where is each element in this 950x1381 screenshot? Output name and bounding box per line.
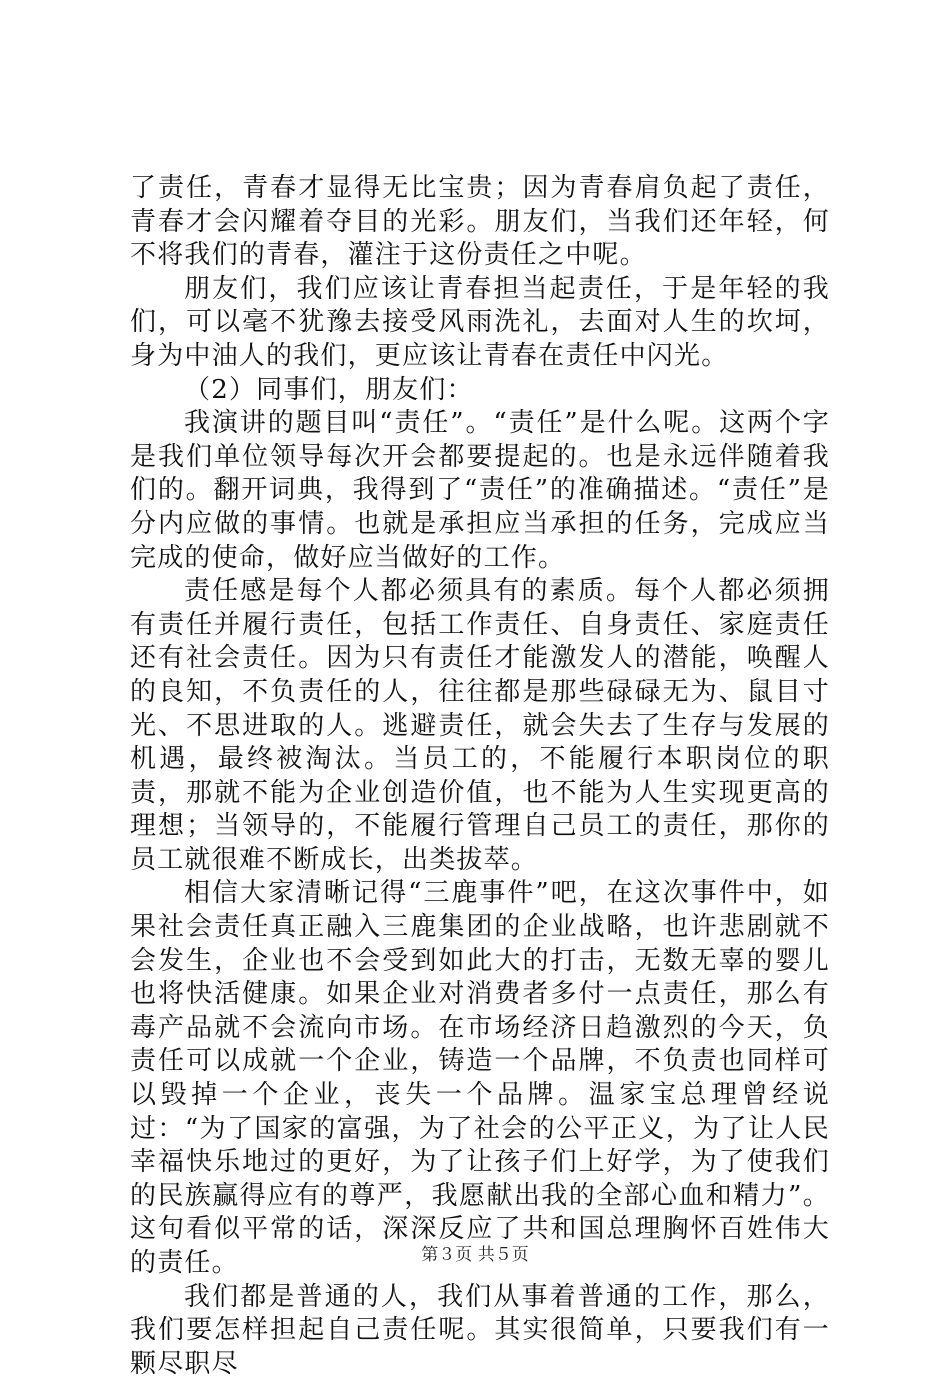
paragraph-3: （2）同事们，朋友们： <box>184 374 474 405</box>
paragraph-1: 了责任，青春才显得无比宝贵；因为青春肩负起了责任，青春才会闪耀着夺目的光彩。朋友们，当我们还年轻，何不将我们的青春，灌注于这份责任之中呢。 <box>130 173 830 271</box>
page-footer: 第３页 共５页 <box>421 1245 529 1265</box>
paragraph-5: 责任感是每个人都必须具有的素质。每个人都必须拥有责任并履行责任，包括工作责任、自身责任、家庭责任还有社会责任。因为只有责任才能激发人的潜能，唤醒人的良知，不负责任的人，往往都是那些碌碌无为、鼠目寸光、不思进取的人。逃避责任，就会失去了生存与发展的机遇，最终被淘汰。当员工的，不能履行本职岗位的职责，那就不能为企业创造价值，也不能为人生实现更高的理想；当领导的，不能履行管理自己员工的责任，那你的员工就很难不断成长，出类拔萃。 <box>130 576 830 875</box>
paragraph-2: 朋友们，我们应该让青春担当起责任，于是年轻的我们，可以毫不犹豫去接受风雨洗礼，去面对人生的坎坷，身为中油人的我们，更应该让青春在责任中闪光。 <box>130 273 830 371</box>
paragraph-4: 我演讲的题目叫“责任”。“责任”是什么呢。这两个字是我们单位领导每次开会都要提起的。也是永远伴随着我们的。翻开词典，我得到了“责任”的准确描述。“责任”是分内应做的事情。也就是承担应当承担的任务，完成应当完成的使命，做好应当做好的工作。 <box>130 408 830 573</box>
paragraph-6: 相信大家清晰记得“三鹿事件”吧，在这次事件中，如果社会责任真正融入三鹿集团的企业战略，也许悲剧就不会发生，企业也不会受到如此大的打击，无数无辜的婴儿也将快活健康。如果企业对消费者多付一点责任，那么有毒产品就不会流向市场。在市场经济日趋激烈的今天，负责任可以成就一个企业，铸造一个品牌，不负责也同样可以毁掉一个企业，丧失一个品牌。温家宝总理曾经说过：“为了国家的富强，为了社会的公平正义，为了让人民幸福快乐地过的更好，为了让孩子们上好学，为了使我们的民族赢得应有的尊严，我愿献出我的全部心血和精力”。这句看似平常的话，深深反应了共和国总理胸怀百姓伟大的责任。 <box>130 878 830 1278</box>
document-body <box>130 172 830 1381</box>
paragraph-7: 我们都是普通的人，我们从事着普通的工作，那么，我们要怎样担起自己责任呢。其实很简单，只要我们有一颗尽职尽 <box>130 1281 830 1379</box>
